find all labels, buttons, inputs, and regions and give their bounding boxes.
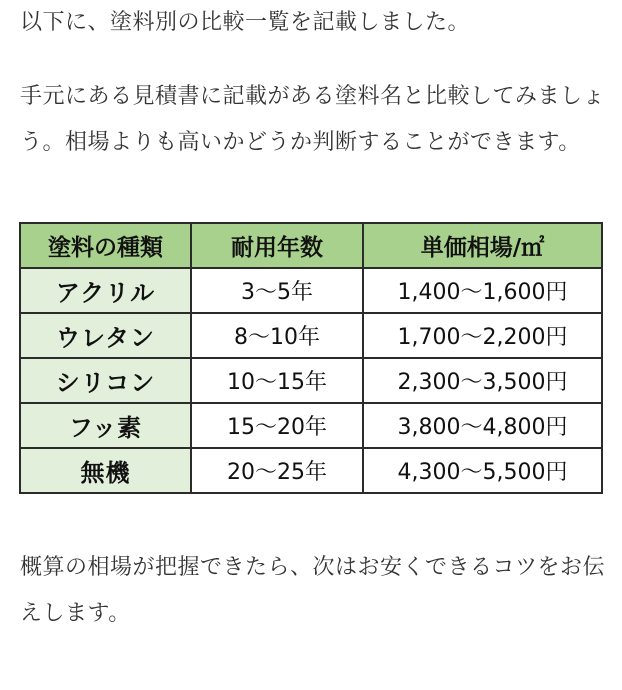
comparison-paragraph: 手元にある見積書に記載がある塗料名と比較してみましょう。相場よりも高いかどうか判断することができます。	[20, 84, 606, 155]
table-row	[20, 358, 602, 403]
durability-cell: 20〜25年	[191, 448, 363, 493]
paint-name-cell: フッ素	[20, 403, 191, 448]
header-unit-price: 単価相場/㎡	[363, 223, 602, 268]
durability-cell: 8〜10年	[191, 313, 363, 358]
table-row	[20, 403, 602, 448]
table-row	[20, 313, 602, 358]
tips-paragraph: 概算の相場が把握できたら、次はお安くできるコツをお伝えします。	[20, 555, 606, 626]
price-cell: 1,700〜2,200円	[363, 313, 602, 358]
header-paint-type: 塗料の種類	[20, 223, 191, 268]
price-cell: 2,300〜3,500円	[363, 358, 602, 403]
intro-paragraph: 以下に、塗料別の比較一覧を記載しました。	[20, 10, 471, 35]
table-row	[20, 268, 602, 313]
price-cell: 4,300〜5,500円	[363, 448, 602, 493]
paint-name-cell: アクリル	[20, 268, 191, 313]
header-durability: 耐用年数	[191, 223, 363, 268]
price-cell: 1,400〜1,600円	[363, 268, 602, 313]
durability-cell: 3〜5年	[191, 268, 363, 313]
table-header-row	[20, 223, 602, 268]
durability-cell: 10〜15年	[191, 358, 363, 403]
durability-cell: 15〜20年	[191, 403, 363, 448]
paint-price-table	[19, 222, 603, 494]
table-row	[20, 448, 602, 493]
paint-name-cell: ウレタン	[20, 313, 191, 358]
price-cell: 3,800〜4,800円	[363, 403, 602, 448]
paint-name-cell: 無機	[20, 448, 191, 493]
paint-name-cell: シリコン	[20, 358, 191, 403]
